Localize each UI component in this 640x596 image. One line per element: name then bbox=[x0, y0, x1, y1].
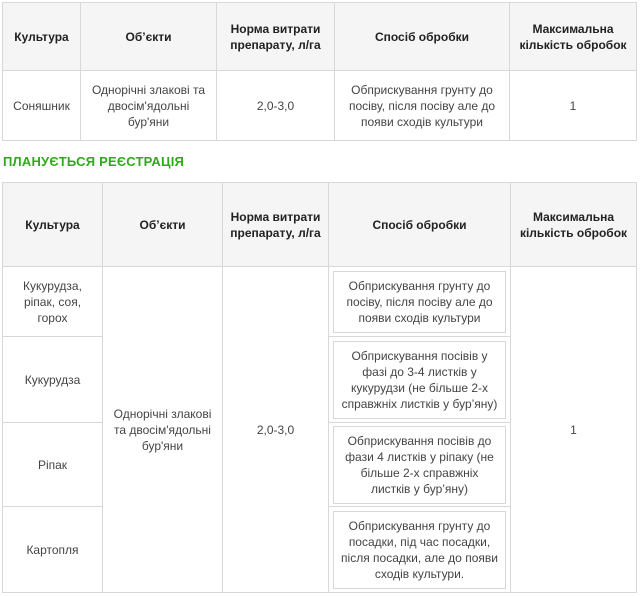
header-crop: Культура bbox=[3, 183, 103, 267]
header-rate: Норма витрати препарату, л/га bbox=[217, 3, 335, 71]
cell-crop: Ріпак bbox=[3, 423, 103, 507]
method-text: Обприскування грунту до посадки, під час посадки, після посадки, але до появи сходів культури. bbox=[333, 511, 506, 589]
table-row bbox=[3, 71, 637, 141]
cell-objects: Однорічні злакові та двосім'ядольні бур'яни bbox=[103, 267, 223, 593]
cell-objects: Однорічні злакові та двосім'ядольні бур'яни bbox=[81, 71, 217, 141]
header-max-treatments: Максимальна кількість обробок bbox=[510, 3, 637, 71]
section-heading: ПЛАНУЄТЬСЯ РЕЄСТРАЦІЯ bbox=[3, 154, 185, 169]
table-row bbox=[3, 267, 637, 337]
method-text: Обприскування грунту до посіву, після посіву але до появи сходів культури bbox=[333, 271, 506, 333]
registered-usage-table bbox=[2, 2, 637, 141]
header-objects: Об’єкти bbox=[103, 183, 223, 267]
table-header-row bbox=[3, 183, 637, 267]
header-method: Спосіб обробки bbox=[329, 183, 511, 267]
method-text: Обприскування посівів у фазі до 3-4 листків у кукурудзи (не більше 2-х справжніх листків у бур’яну) bbox=[333, 341, 506, 419]
cell-method bbox=[329, 337, 511, 423]
header-rate: Норма витрати препарату, л/га bbox=[223, 183, 329, 267]
header-method: Спосіб обробки bbox=[335, 3, 510, 71]
planned-registration-table bbox=[2, 182, 637, 593]
cell-method bbox=[329, 267, 511, 337]
cell-crop: Кукурудза bbox=[3, 337, 103, 423]
header-objects: Об’єкти bbox=[81, 3, 217, 71]
cell-max-treatments: 1 bbox=[510, 71, 637, 141]
cell-crop: Соняшник bbox=[3, 71, 81, 141]
header-crop: Культура bbox=[3, 3, 81, 71]
cell-crop: Кукурудза, ріпак, соя, горох bbox=[3, 267, 103, 337]
cell-rate: 2,0-3,0 bbox=[223, 267, 329, 593]
table-header-row bbox=[3, 3, 637, 71]
cell-method: Обприскування грунту до посіву, після посіву але до появи сходів культури bbox=[335, 71, 510, 141]
header-max-treatments: Максимальна кількість обробок bbox=[511, 183, 637, 267]
method-text: Обприскування посівів до фази 4 листків у ріпаку (не більше 2-х справжніх листків у бур’яну) bbox=[333, 426, 506, 504]
cell-max-treatments: 1 bbox=[511, 267, 637, 593]
cell-method bbox=[329, 423, 511, 507]
cell-method bbox=[329, 507, 511, 593]
cell-rate: 2,0-3,0 bbox=[217, 71, 335, 141]
cell-crop: Картопля bbox=[3, 507, 103, 593]
